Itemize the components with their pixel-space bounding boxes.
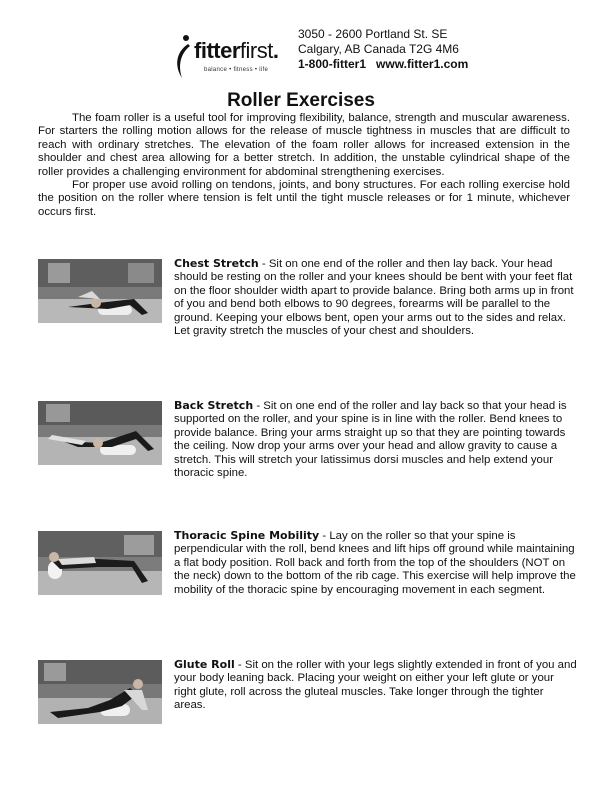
glute-roll-photo [38, 660, 162, 724]
logo-name-suffix: first [239, 38, 273, 63]
title-separator: - [234, 659, 245, 671]
title-separator: - [253, 400, 264, 412]
address-block [298, 27, 468, 72]
fitterfirst-logo [170, 32, 290, 82]
address-line-2: Calgary, AB Canada T2G 4M6 [298, 42, 459, 56]
exercise-title: Back Stretch [174, 399, 254, 412]
contact-line [298, 57, 468, 72]
logo-swoosh-icon [170, 32, 194, 80]
glute-roll-text [174, 658, 578, 713]
website-link[interactable]: www.fitter1.com [376, 57, 469, 71]
logo-tagline: balance • fitness • life [204, 67, 269, 73]
intro-paragraph-2: For proper use avoid rolling on tendons, joints, and bony structures. For each rolling exercise hold the position on the roller where tension is felt until the tight muscle releases or for 1 minute, whichever occurs first. [38, 179, 570, 218]
header [0, 22, 602, 82]
address-line-1: 3050 - 2600 Portland St. SE [298, 27, 448, 41]
exercise-description: Lay on the roller so that your spine is perpendicular with the roll, bend knees and lift hips off ground while maintaining a flat body position. Roll back and forth from the top of the shoulders (NOT on the neck) down to the bottom of the rib cage. This exercise will help improve the mobility of the thoracic spine by encouraging movement in each segment. [174, 530, 576, 596]
exercise-description: Sit on one end of the roller and lay back so that your head is supported on the roller, and your spine is in line with the roller. Bend knees to provide balance. Bring your arms straight up so that they are pointing towards the ceiling. Now drop your arms over your head and allow gravity to cause a stretch. This will stretch your latissimus dorsi muscles and help extend your thoracic spine. [174, 400, 567, 480]
exercise-title: Glute Roll [174, 658, 235, 671]
exercise-title: Thoracic Spine Mobility [174, 529, 320, 542]
exercise-description: Sit on one end of the roller and then lay back. Your head should be resting on the roller and your knees should be bent with your feet flat on the floor shoulder width apart to provide balance. Bring both arms up in front of you and bend both elbows to 90 degrees, forearms will be parallel to the ground. Keeping your elbows bent, open your arms out to the sides and relax. Let gravity stretch the muscles of your chest and shoulders. [174, 258, 574, 338]
intro-text [38, 112, 570, 219]
logo-name: fitter [194, 38, 240, 63]
exercise-description: Sit on the roller with your legs slightly extended in front of you and your body leaning back. Placing your weight on either your left glute or your right glute, roll across the gluteal muscles. Take longer through the tighter areas. [174, 659, 577, 712]
page-title: Roller Exercises [227, 90, 375, 111]
chest-stretch-text [174, 257, 578, 338]
phone-number: 1-800-fitter1 [298, 57, 367, 71]
chest-stretch-photo [38, 259, 162, 323]
thoracic-spine-text [174, 529, 578, 597]
title-separator: - [319, 530, 330, 542]
intro-paragraph-1: The foam roller is a useful tool for improving flexibility, balance, strength and muscular awareness. For starters the rolling motion allows for the release of muscle tightness in muscles that are difficult to reach with ordinary stretches. The elevation of the foam roller allows for increased extension in the shoulder and chest area allowing for a better stretch. In addition, the unstable cylindrical shape of the roller provides a challenging environment for abdominal strengthening exercises. [38, 112, 570, 178]
title-separator: - [258, 258, 269, 270]
back-stretch-text [174, 399, 578, 480]
logo-wordmark: fitterfirst. [194, 38, 279, 63]
back-stretch-photo [38, 401, 162, 465]
thoracic-spine-photo [38, 531, 162, 595]
exercise-title: Chest Stretch [174, 257, 259, 270]
